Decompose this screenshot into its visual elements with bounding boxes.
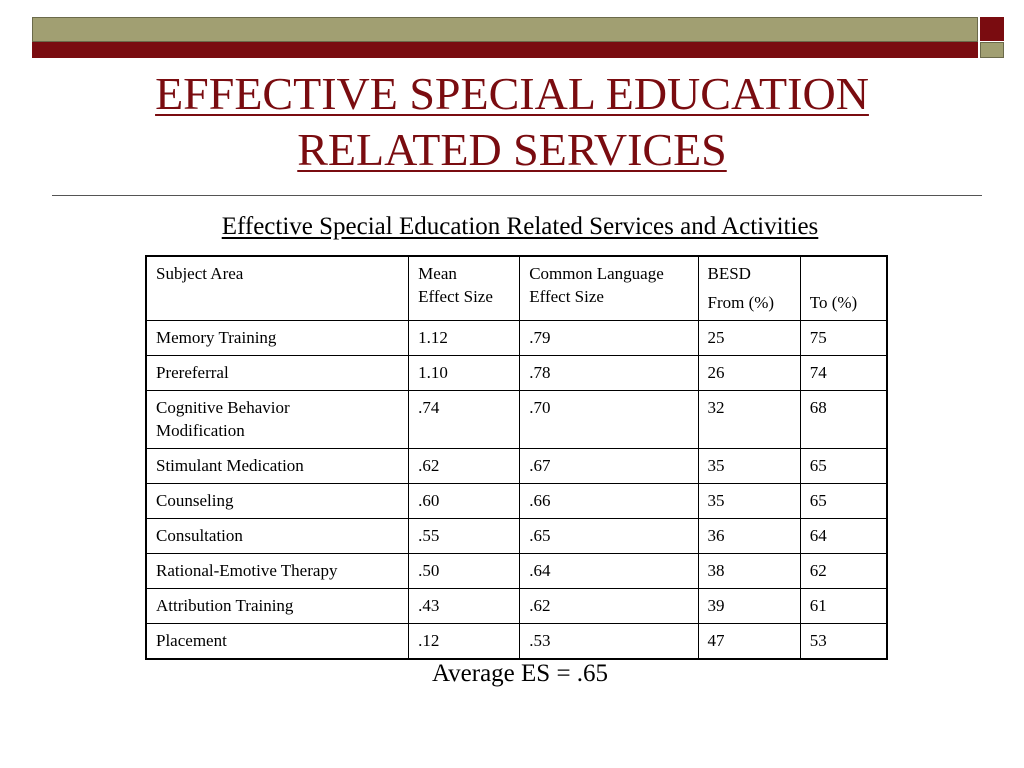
cell-besd-from: 35	[698, 449, 800, 484]
cell-subject: Placement	[146, 624, 409, 660]
header-subject-area: Subject Area	[146, 256, 409, 321]
table-caption: Effective Special Education Related Services and Activities	[221, 213, 819, 240]
cell-besd-from: 32	[698, 391, 800, 449]
cell-subject: Consultation	[146, 519, 409, 554]
header-banner-top	[32, 17, 978, 42]
table-row	[146, 589, 887, 624]
slide-title	[0, 66, 1024, 178]
cell-subject: Attribution Training	[146, 589, 409, 624]
table-row	[146, 519, 887, 554]
table-row	[146, 624, 887, 660]
cell-common-language: .62	[520, 589, 698, 624]
header-besd-to: To (%)	[800, 256, 887, 321]
cell-besd-to: 64	[800, 519, 887, 554]
slide-title-line1: EFFECTIVE SPECIAL EDUCATION	[155, 68, 869, 119]
header-common-language-effect-size: Common Language Effect Size	[520, 256, 698, 321]
title-divider	[52, 195, 982, 196]
cell-besd-to: 65	[800, 484, 887, 519]
cell-besd-to: 61	[800, 589, 887, 624]
cell-common-language: .64	[520, 554, 698, 589]
header-besd-from: BESD From (%)	[698, 256, 800, 321]
corner-square-bottom	[980, 42, 1004, 58]
cell-common-language: .70	[520, 391, 698, 449]
cell-besd-from: 36	[698, 519, 800, 554]
cell-besd-to: 65	[800, 449, 887, 484]
cell-besd-from: 39	[698, 589, 800, 624]
cell-subject: Cognitive Behavior Modification	[146, 391, 409, 449]
table-row	[146, 321, 887, 356]
cell-common-language: .65	[520, 519, 698, 554]
cell-besd-to: 74	[800, 356, 887, 391]
cell-besd-from: 26	[698, 356, 800, 391]
cell-mean: .50	[409, 554, 520, 589]
table-row	[146, 554, 887, 589]
cell-subject: Prereferral	[146, 356, 409, 391]
cell-common-language: .79	[520, 321, 698, 356]
cell-mean: .55	[409, 519, 520, 554]
cell-mean: .62	[409, 449, 520, 484]
cell-subject: Memory Training	[146, 321, 409, 356]
header-banner-bottom	[32, 42, 978, 58]
slide-title-line2: RELATED SERVICES	[297, 124, 727, 175]
table-header-row	[146, 256, 887, 321]
table-row	[146, 449, 887, 484]
cell-mean: .43	[409, 589, 520, 624]
average-effect-size: Average ES = .65	[431, 660, 609, 687]
cell-mean: 1.10	[409, 356, 520, 391]
cell-besd-to: 75	[800, 321, 887, 356]
header-mean-effect-size: Mean Effect Size	[409, 256, 520, 321]
table-row	[146, 484, 887, 519]
cell-besd-from: 35	[698, 484, 800, 519]
cell-mean: 1.12	[409, 321, 520, 356]
cell-common-language: .66	[520, 484, 698, 519]
cell-subject: Stimulant Medication	[146, 449, 409, 484]
corner-square-top	[980, 17, 1004, 41]
cell-besd-from: 25	[698, 321, 800, 356]
table-row	[146, 356, 887, 391]
table-row	[146, 391, 887, 449]
cell-besd-from: 38	[698, 554, 800, 589]
cell-common-language: .67	[520, 449, 698, 484]
cell-common-language: .78	[520, 356, 698, 391]
cell-subject: Rational-Emotive Therapy	[146, 554, 409, 589]
cell-besd-to: 53	[800, 624, 887, 660]
effect-size-table	[145, 255, 888, 660]
cell-common-language: .53	[520, 624, 698, 660]
cell-besd-to: 68	[800, 391, 887, 449]
cell-subject: Counseling	[146, 484, 409, 519]
cell-besd-from: 47	[698, 624, 800, 660]
cell-besd-to: 62	[800, 554, 887, 589]
cell-mean: .74	[409, 391, 520, 449]
cell-mean: .60	[409, 484, 520, 519]
cell-mean: .12	[409, 624, 520, 660]
